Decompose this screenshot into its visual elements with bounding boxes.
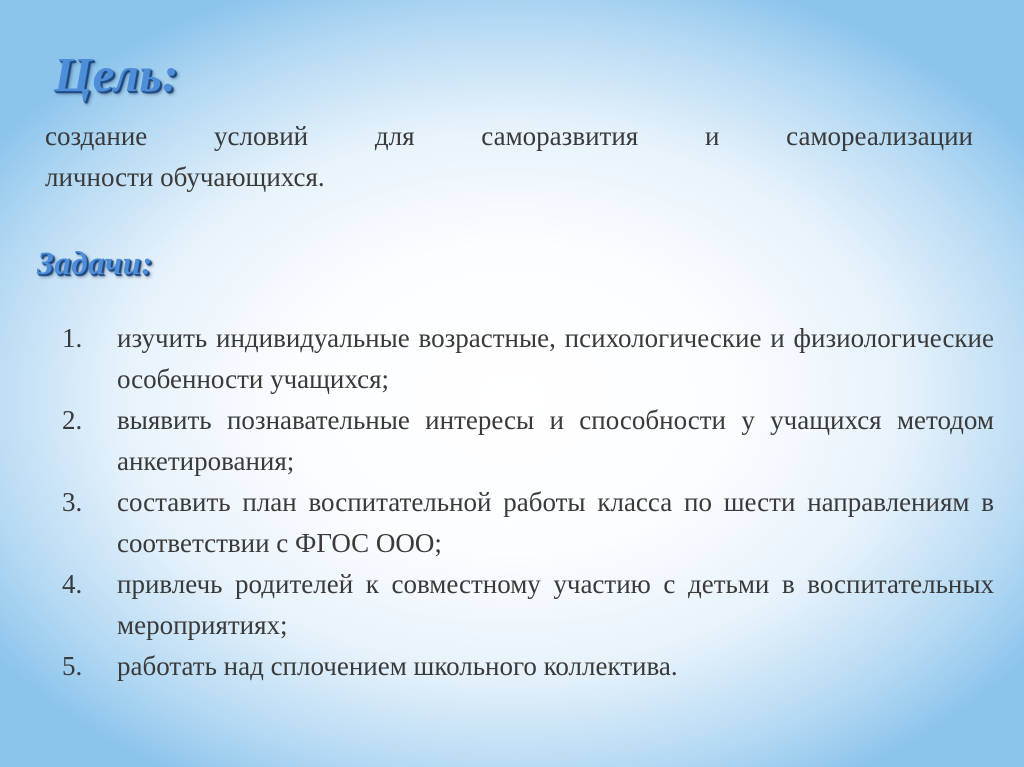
task-item	[62, 564, 994, 646]
task-number: 5.	[62, 651, 83, 681]
tasks-heading: Задачи:	[37, 246, 153, 282]
task-text: изучить индивидуальные возрастные, психологические и физиологические особенности учащихся;	[117, 323, 994, 394]
task-item	[62, 318, 994, 400]
task-number: 1.	[62, 323, 83, 353]
tasks-list	[62, 318, 994, 687]
task-number: 4.	[62, 569, 83, 599]
task-item	[62, 646, 994, 687]
goal-text	[45, 116, 973, 198]
task-text: привлечь родителей к совместному участию с детьми в воспитательных мероприятиях;	[117, 569, 994, 640]
task-number: 2.	[62, 405, 83, 435]
goal-text-line: личности обучающихся.	[45, 162, 325, 192]
goal-text-line: создание условий для саморазвития и самореализации	[45, 121, 973, 151]
task-text: составить план воспитательной работы класса по шести направлениям в соответствии с ФГОС ООО;	[117, 487, 994, 558]
task-item	[62, 482, 994, 564]
goal-heading: Цель:	[54, 47, 179, 102]
task-text: выявить познавательные интересы и способности у учащихся методом анкетирования;	[117, 405, 994, 476]
task-text: работать над сплочением школьного коллектива.	[117, 651, 678, 681]
task-item	[62, 400, 994, 482]
task-number: 3.	[62, 487, 83, 517]
